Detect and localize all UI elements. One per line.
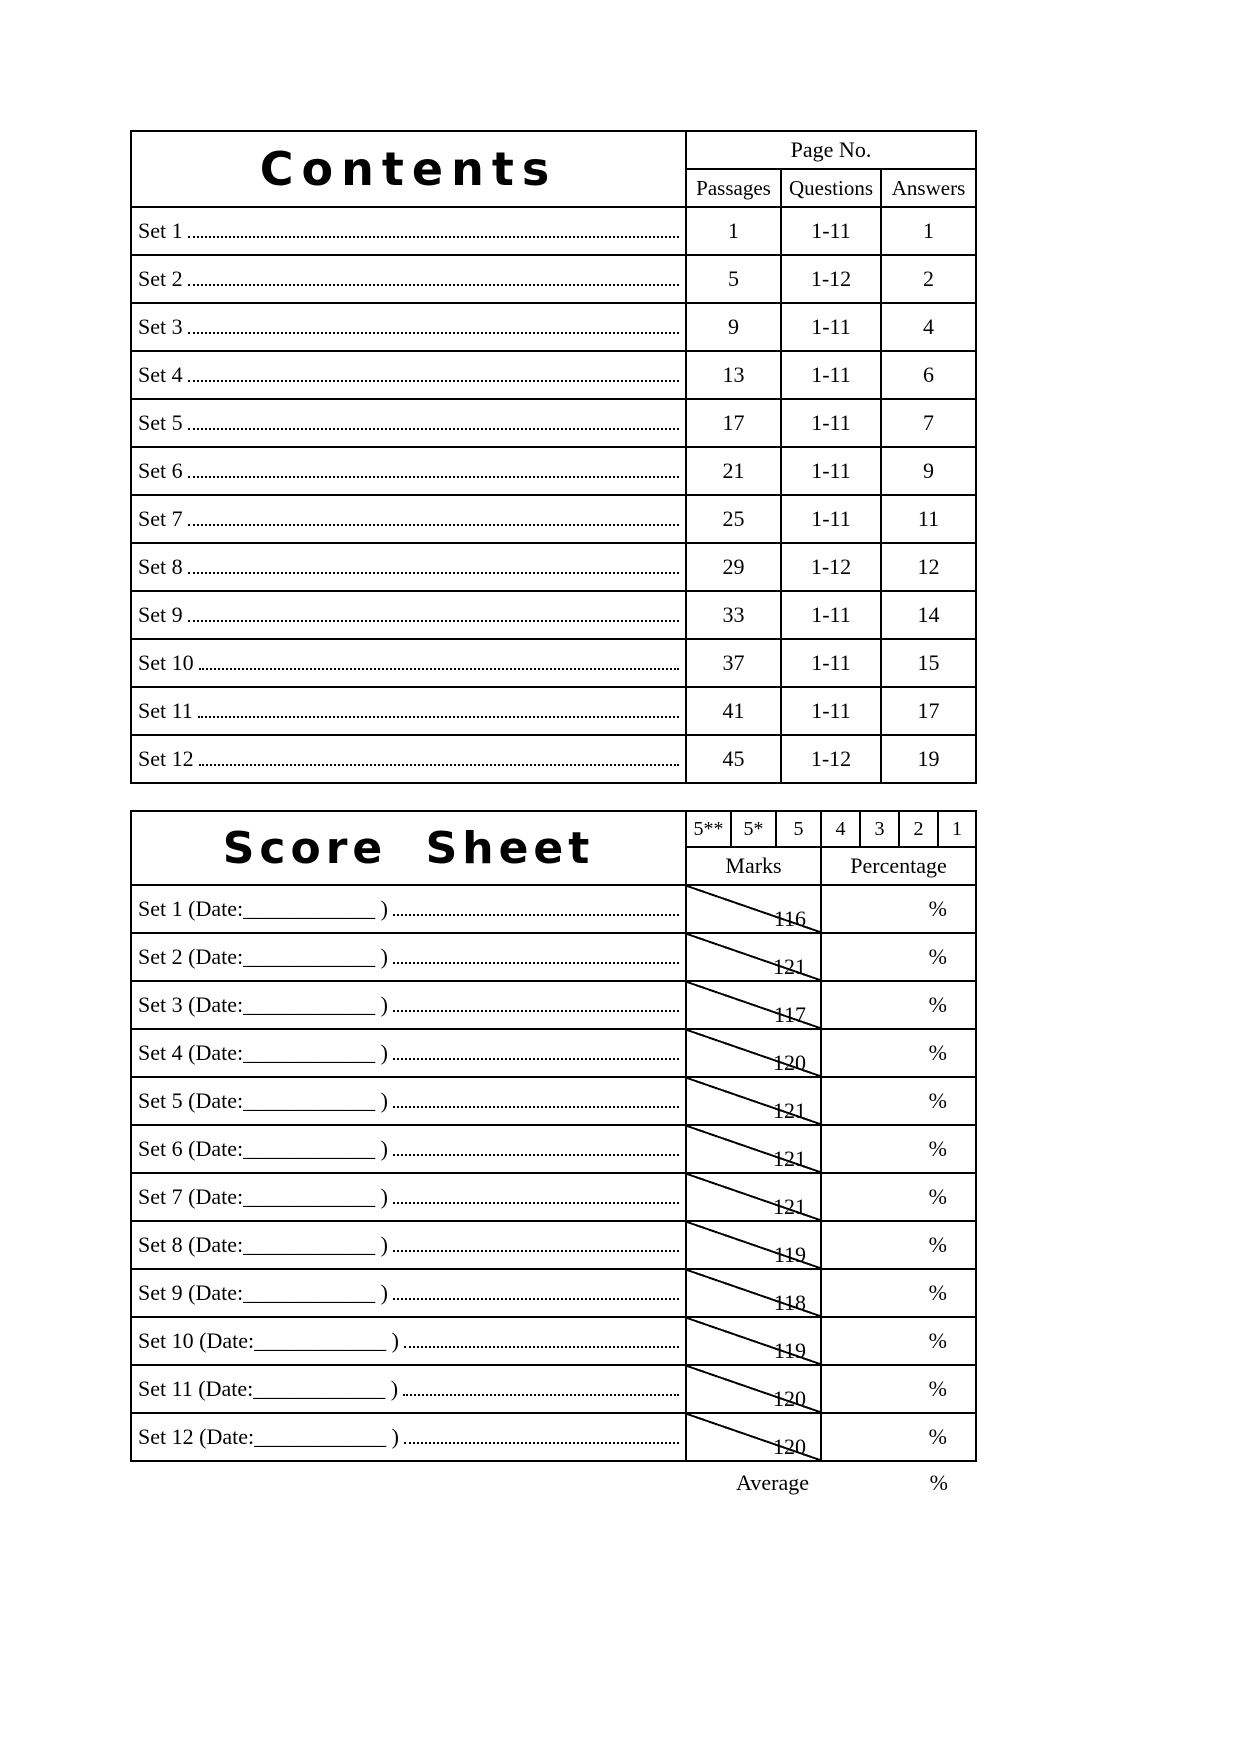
set-label: Set 9 <box>138 601 183 627</box>
answers-page: 4 <box>881 303 976 351</box>
dot-leader <box>393 1202 679 1204</box>
score-row <box>131 933 976 981</box>
percentage-cell <box>821 981 976 1029</box>
passages-page: 5 <box>686 255 781 303</box>
score-row <box>131 1221 976 1269</box>
marks-cell <box>686 1317 821 1365</box>
marks-cell <box>686 1221 821 1269</box>
marks-cell <box>686 1413 821 1461</box>
set-date-label: Set 2 (Date:____________ ) <box>138 943 388 969</box>
grade-1: 1 <box>938 811 976 847</box>
dot-leader <box>404 1346 679 1348</box>
percent-sign: % <box>928 1088 947 1113</box>
grade-5: 5 <box>776 811 821 847</box>
average-row-spacer <box>131 1461 686 1504</box>
dot-leader <box>393 1058 679 1060</box>
contents-row <box>131 543 976 591</box>
percent-sign: % <box>928 1328 947 1353</box>
contents-title: Contents <box>131 131 686 207</box>
passages-page: 17 <box>686 399 781 447</box>
contents-table <box>130 130 977 784</box>
percentage-cell <box>821 1365 976 1413</box>
contents-row <box>131 207 976 255</box>
percent-sign: % <box>928 992 947 1017</box>
total-marks: 120 <box>773 1385 806 1411</box>
total-marks: 119 <box>773 1241 806 1267</box>
dot-leader <box>188 572 679 574</box>
questions-pages: 1-11 <box>781 495 881 543</box>
contents-row <box>131 735 976 783</box>
set-date-label: Set 7 (Date:____________ ) <box>138 1183 388 1209</box>
total-marks: 119 <box>773 1337 806 1363</box>
set-label: Set 11 <box>138 697 193 723</box>
percentage-cell <box>821 1413 976 1461</box>
passages-page: 9 <box>686 303 781 351</box>
questions-pages: 1-12 <box>781 735 881 783</box>
total-marks: 118 <box>773 1289 806 1315</box>
percent-sign: % <box>928 1232 947 1257</box>
answers-page: 7 <box>881 399 976 447</box>
marks-header: Marks <box>686 847 821 885</box>
percentage-cell <box>821 1269 976 1317</box>
grade-2: 2 <box>899 811 938 847</box>
set-label: Set 7 <box>138 505 183 531</box>
set-label: Set 10 <box>138 649 194 675</box>
percent-sign: % <box>928 1136 947 1161</box>
total-marks: 120 <box>773 1049 806 1075</box>
set-label: Set 5 <box>138 409 183 435</box>
score-row <box>131 1029 976 1077</box>
dot-leader <box>188 236 679 238</box>
set-date-label: Set 4 (Date:____________ ) <box>138 1039 388 1065</box>
percent-sign: % <box>928 1040 947 1065</box>
passages-page: 1 <box>686 207 781 255</box>
dot-leader <box>393 1298 679 1300</box>
marks-cell <box>686 1029 821 1077</box>
dot-leader <box>188 332 679 334</box>
marks-cell <box>686 1269 821 1317</box>
set-label: Set 3 <box>138 313 183 339</box>
passages-page: 33 <box>686 591 781 639</box>
set-date-label: Set 5 (Date:____________ ) <box>138 1087 388 1113</box>
dot-leader <box>188 524 679 526</box>
percentage-cell <box>821 1029 976 1077</box>
total-marks: 121 <box>773 1145 806 1171</box>
percent-sign: % <box>928 1424 947 1449</box>
table-gap <box>130 784 1240 810</box>
answers-page: 11 <box>881 495 976 543</box>
questions-pages: 1-11 <box>781 687 881 735</box>
percentage-cell <box>821 1077 976 1125</box>
percentage-cell <box>821 933 976 981</box>
score-row <box>131 1125 976 1173</box>
marks-cell <box>686 885 821 933</box>
grade-5-double-star: 5** <box>686 811 731 847</box>
contents-row <box>131 447 976 495</box>
dot-leader <box>393 1106 679 1108</box>
contents-row <box>131 255 976 303</box>
grade-4: 4 <box>821 811 860 847</box>
percentage-cell <box>821 1317 976 1365</box>
percentage-cell <box>821 1221 976 1269</box>
answers-column-header: Answers <box>881 169 976 207</box>
questions-pages: 1-12 <box>781 255 881 303</box>
percent-sign: % <box>928 1280 947 1305</box>
marks-cell <box>686 1077 821 1125</box>
total-marks: 121 <box>773 953 806 979</box>
dot-leader <box>393 914 679 916</box>
passages-page: 45 <box>686 735 781 783</box>
answers-page: 2 <box>881 255 976 303</box>
dot-leader <box>393 1250 679 1252</box>
dot-leader <box>404 1442 679 1444</box>
marks-cell <box>686 933 821 981</box>
percent-sign: % <box>928 1376 947 1401</box>
questions-pages: 1-11 <box>781 591 881 639</box>
answers-page: 9 <box>881 447 976 495</box>
dot-leader <box>198 716 679 718</box>
contents-row <box>131 303 976 351</box>
answers-page: 15 <box>881 639 976 687</box>
marks-cell <box>686 1365 821 1413</box>
score-header-row-1 <box>131 811 976 847</box>
set-label: Set 1 <box>138 217 183 243</box>
set-label: Set 8 <box>138 553 183 579</box>
set-label: Set 12 <box>138 745 194 771</box>
score-row <box>131 885 976 933</box>
answers-page: 14 <box>881 591 976 639</box>
score-sheet-table <box>130 810 977 1504</box>
score-row <box>131 981 976 1029</box>
questions-pages: 1-11 <box>781 639 881 687</box>
grade-5-star: 5* <box>731 811 776 847</box>
answers-page: 1 <box>881 207 976 255</box>
contents-row <box>131 591 976 639</box>
dot-leader <box>199 668 679 670</box>
set-date-label: Set 9 (Date:____________ ) <box>138 1279 388 1305</box>
set-date-label: Set 10 (Date:____________ ) <box>138 1327 399 1353</box>
contents-row <box>131 495 976 543</box>
total-marks: 117 <box>773 1001 806 1027</box>
total-marks: 121 <box>773 1097 806 1123</box>
answers-page: 19 <box>881 735 976 783</box>
score-row <box>131 1317 976 1365</box>
questions-pages: 1-11 <box>781 207 881 255</box>
set-label: Set 2 <box>138 265 183 291</box>
average-row <box>131 1461 976 1504</box>
percent-sign: % <box>928 1184 947 1209</box>
dot-leader <box>199 764 679 766</box>
percentage-cell <box>821 885 976 933</box>
dot-leader <box>393 1010 679 1012</box>
questions-pages: 1-11 <box>781 399 881 447</box>
percentage-cell <box>821 1173 976 1221</box>
set-label: Set 4 <box>138 361 183 387</box>
passages-page: 41 <box>686 687 781 735</box>
questions-pages: 1-12 <box>781 543 881 591</box>
dot-leader <box>188 380 679 382</box>
dot-leader <box>188 620 679 622</box>
average-label: Average <box>736 1470 809 1495</box>
questions-pages: 1-11 <box>781 351 881 399</box>
set-date-label: Set 1 (Date:____________ ) <box>138 895 388 921</box>
contents-row <box>131 351 976 399</box>
percent-sign: % <box>929 1470 948 1495</box>
marks-cell <box>686 981 821 1029</box>
dot-leader <box>188 476 679 478</box>
dot-leader <box>403 1394 679 1396</box>
score-row <box>131 1077 976 1125</box>
grade-3: 3 <box>860 811 899 847</box>
answers-page: 6 <box>881 351 976 399</box>
passages-column-header: Passages <box>686 169 781 207</box>
passages-page: 37 <box>686 639 781 687</box>
questions-pages: 1-11 <box>781 303 881 351</box>
marks-cell <box>686 1125 821 1173</box>
passages-page: 25 <box>686 495 781 543</box>
set-label: Set 6 <box>138 457 183 483</box>
score-row <box>131 1173 976 1221</box>
set-date-label: Set 3 (Date:____________ ) <box>138 991 388 1017</box>
set-date-label: Set 12 (Date:____________ ) <box>138 1423 399 1449</box>
contents-row <box>131 399 976 447</box>
contents-row <box>131 639 976 687</box>
dot-leader <box>188 284 679 286</box>
average-percentage-cell <box>821 1461 976 1504</box>
passages-page: 29 <box>686 543 781 591</box>
questions-pages: 1-11 <box>781 447 881 495</box>
total-marks: 121 <box>773 1193 806 1219</box>
score-row <box>131 1365 976 1413</box>
score-sheet-title: Score Sheet <box>131 811 686 885</box>
dot-leader <box>188 428 679 430</box>
total-marks: 120 <box>773 1433 806 1459</box>
page-no-header: Page No. <box>686 131 976 169</box>
percentage-cell <box>821 1125 976 1173</box>
answers-page: 12 <box>881 543 976 591</box>
passages-page: 13 <box>686 351 781 399</box>
total-marks: 116 <box>773 905 806 931</box>
score-row <box>131 1413 976 1461</box>
set-date-label: Set 6 (Date:____________ ) <box>138 1135 388 1161</box>
marks-cell <box>686 1173 821 1221</box>
contents-header-row-1 <box>131 131 976 169</box>
dot-leader <box>393 962 679 964</box>
contents-row <box>131 687 976 735</box>
answers-page: 17 <box>881 687 976 735</box>
questions-column-header: Questions <box>781 169 881 207</box>
percentage-header: Percentage <box>821 847 976 885</box>
set-date-label: Set 11 (Date:____________ ) <box>138 1375 399 1401</box>
passages-page: 21 <box>686 447 781 495</box>
score-row <box>131 1269 976 1317</box>
dot-leader <box>393 1154 679 1156</box>
percent-sign: % <box>928 944 947 969</box>
percent-sign: % <box>928 896 947 921</box>
set-date-label: Set 8 (Date:____________ ) <box>138 1231 388 1257</box>
